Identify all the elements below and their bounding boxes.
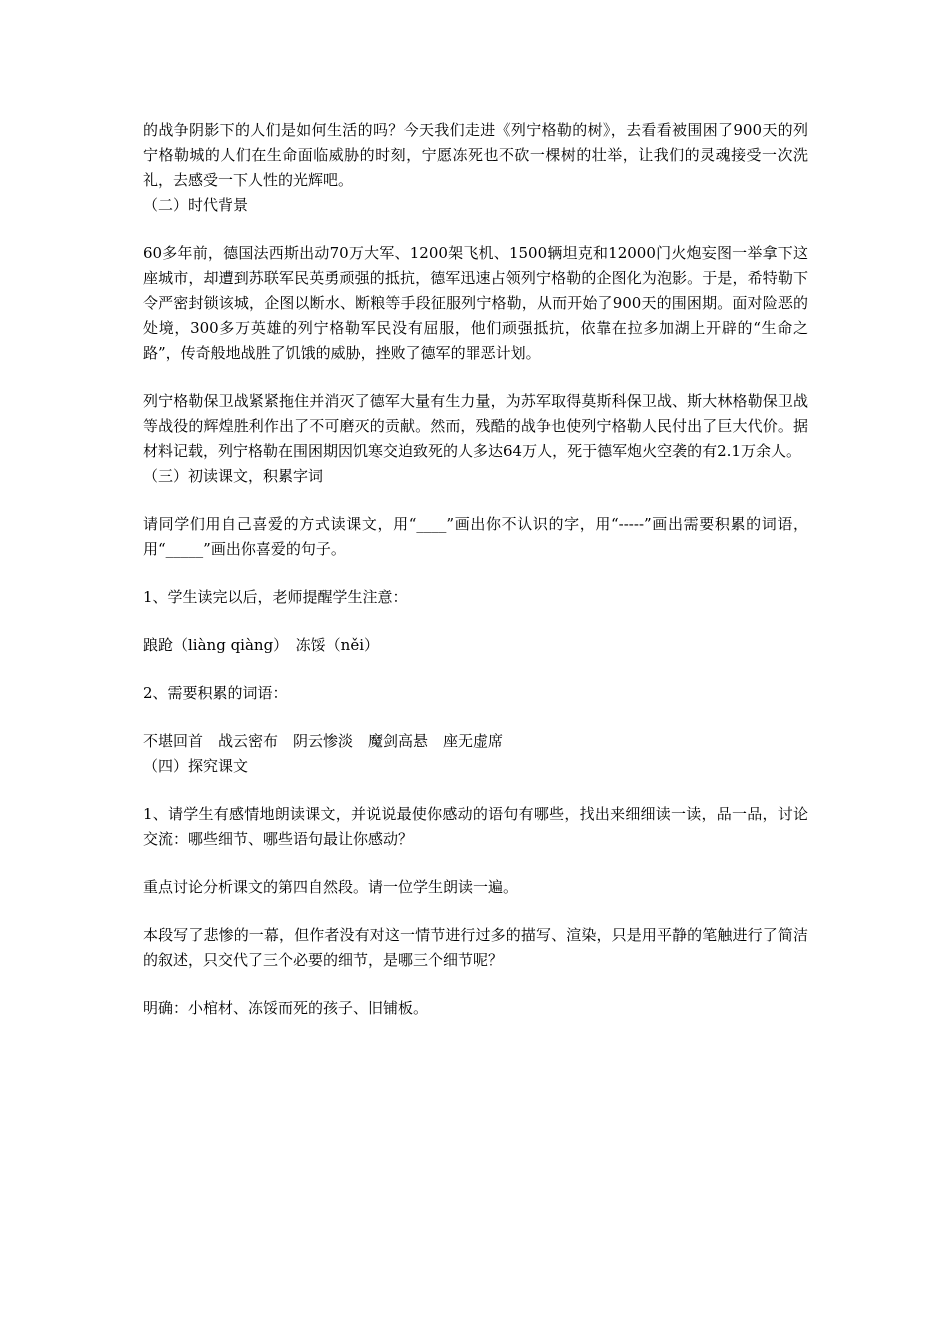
document-page	[143, 118, 808, 1021]
section-heading-explore: （四）探究课文	[143, 757, 249, 775]
section-heading-background: （二）时代背景	[143, 196, 249, 214]
focus-paragraph: 重点讨论分析课文的第四自然段。请一位学生朗读一遍。	[143, 878, 519, 896]
vocabulary-item-heading: 2、需要积累的词语：	[143, 684, 288, 702]
intro-paragraph: 的战争阴影下的人们是如何生活的吗？今天我们走进《列宁格勒的树》，去看看被围困了900天的列宁格勒城的人们在生命面临威胁的时刻，宁愿冻死也不砍一棵树的壮举，让我们的灵魂接受一次洗礼，去感受一下人性的光辉吧。	[143, 121, 808, 189]
analysis-paragraph: 本段写了悲惨的一幕，但作者没有对这一情节进行过多的描写、渲染，只是用平静的笔触进行了简洁的叙述，只交代了三个必要的细节，是哪三个细节呢？	[143, 926, 808, 969]
reading-instruction-paragraph: 请同学们用自己喜爱的方式读课文，用“____”画出你不认识的字，用“-----”画出需要积累的词语，用“_____”画出你喜爱的句子。	[143, 515, 808, 558]
background-paragraph-2: 列宁格勒保卫战紧紧拖住并消灭了德军大量有生力量，为苏军取得莫斯科保卫战、斯大林格勒保卫战等战役的辉煌胜利作出了不可磨灭的贡献。然而，残酷的战争也使列宁格勒人民付出了巨大代价。据材料记载，列宁格勒在围困期因饥寒交迫致死的人多达64万人，死于德军炮火空袭的有2.1万余人。	[143, 392, 808, 460]
section-heading-first-reading: （三）初读课文，积累字词	[143, 467, 324, 485]
pronunciation-line: 踉跄（liàng qiàng） 冻馁（něi）	[143, 636, 380, 654]
answer-paragraph: 明确：小棺材、冻馁而死的孩子、旧铺板。	[143, 999, 429, 1017]
explore-question-paragraph: 1、请学生有感情地朗读课文，并说说最使你感动的语句有哪些，找出来细细读一读，品一品，讨论交流：哪些细节、哪些语句最让你感动？	[143, 805, 808, 848]
teacher-reminder-item: 1、学生读完以后，老师提醒学生注意：	[143, 588, 408, 606]
background-paragraph-1: 60多年前，德国法西斯出动70万大军、1200架飞机、1500辆坦克和12000门火炮妄图一举拿下这座城市，却遭到苏联军民英勇顽强的抵抗，德军迅速占领列宁格勒的企图化为泡影。于是，希特勒下令严密封锁该城，企图以断水、断粮等手段征服列宁格勒，从而开始了900天的围困期。面对险恶的处境，300多万英雄的列宁格勒军民没有屈服，他们顽强抵抗，依靠在拉多加湖上开辟的“生命之路”，传奇般地战胜了饥饿的威胁，挫败了德军的罪恶计划。	[143, 244, 808, 362]
vocabulary-list: 不堪回首 战云密布 阴云惨淡 魔剑高悬 座无虚席	[143, 732, 504, 750]
